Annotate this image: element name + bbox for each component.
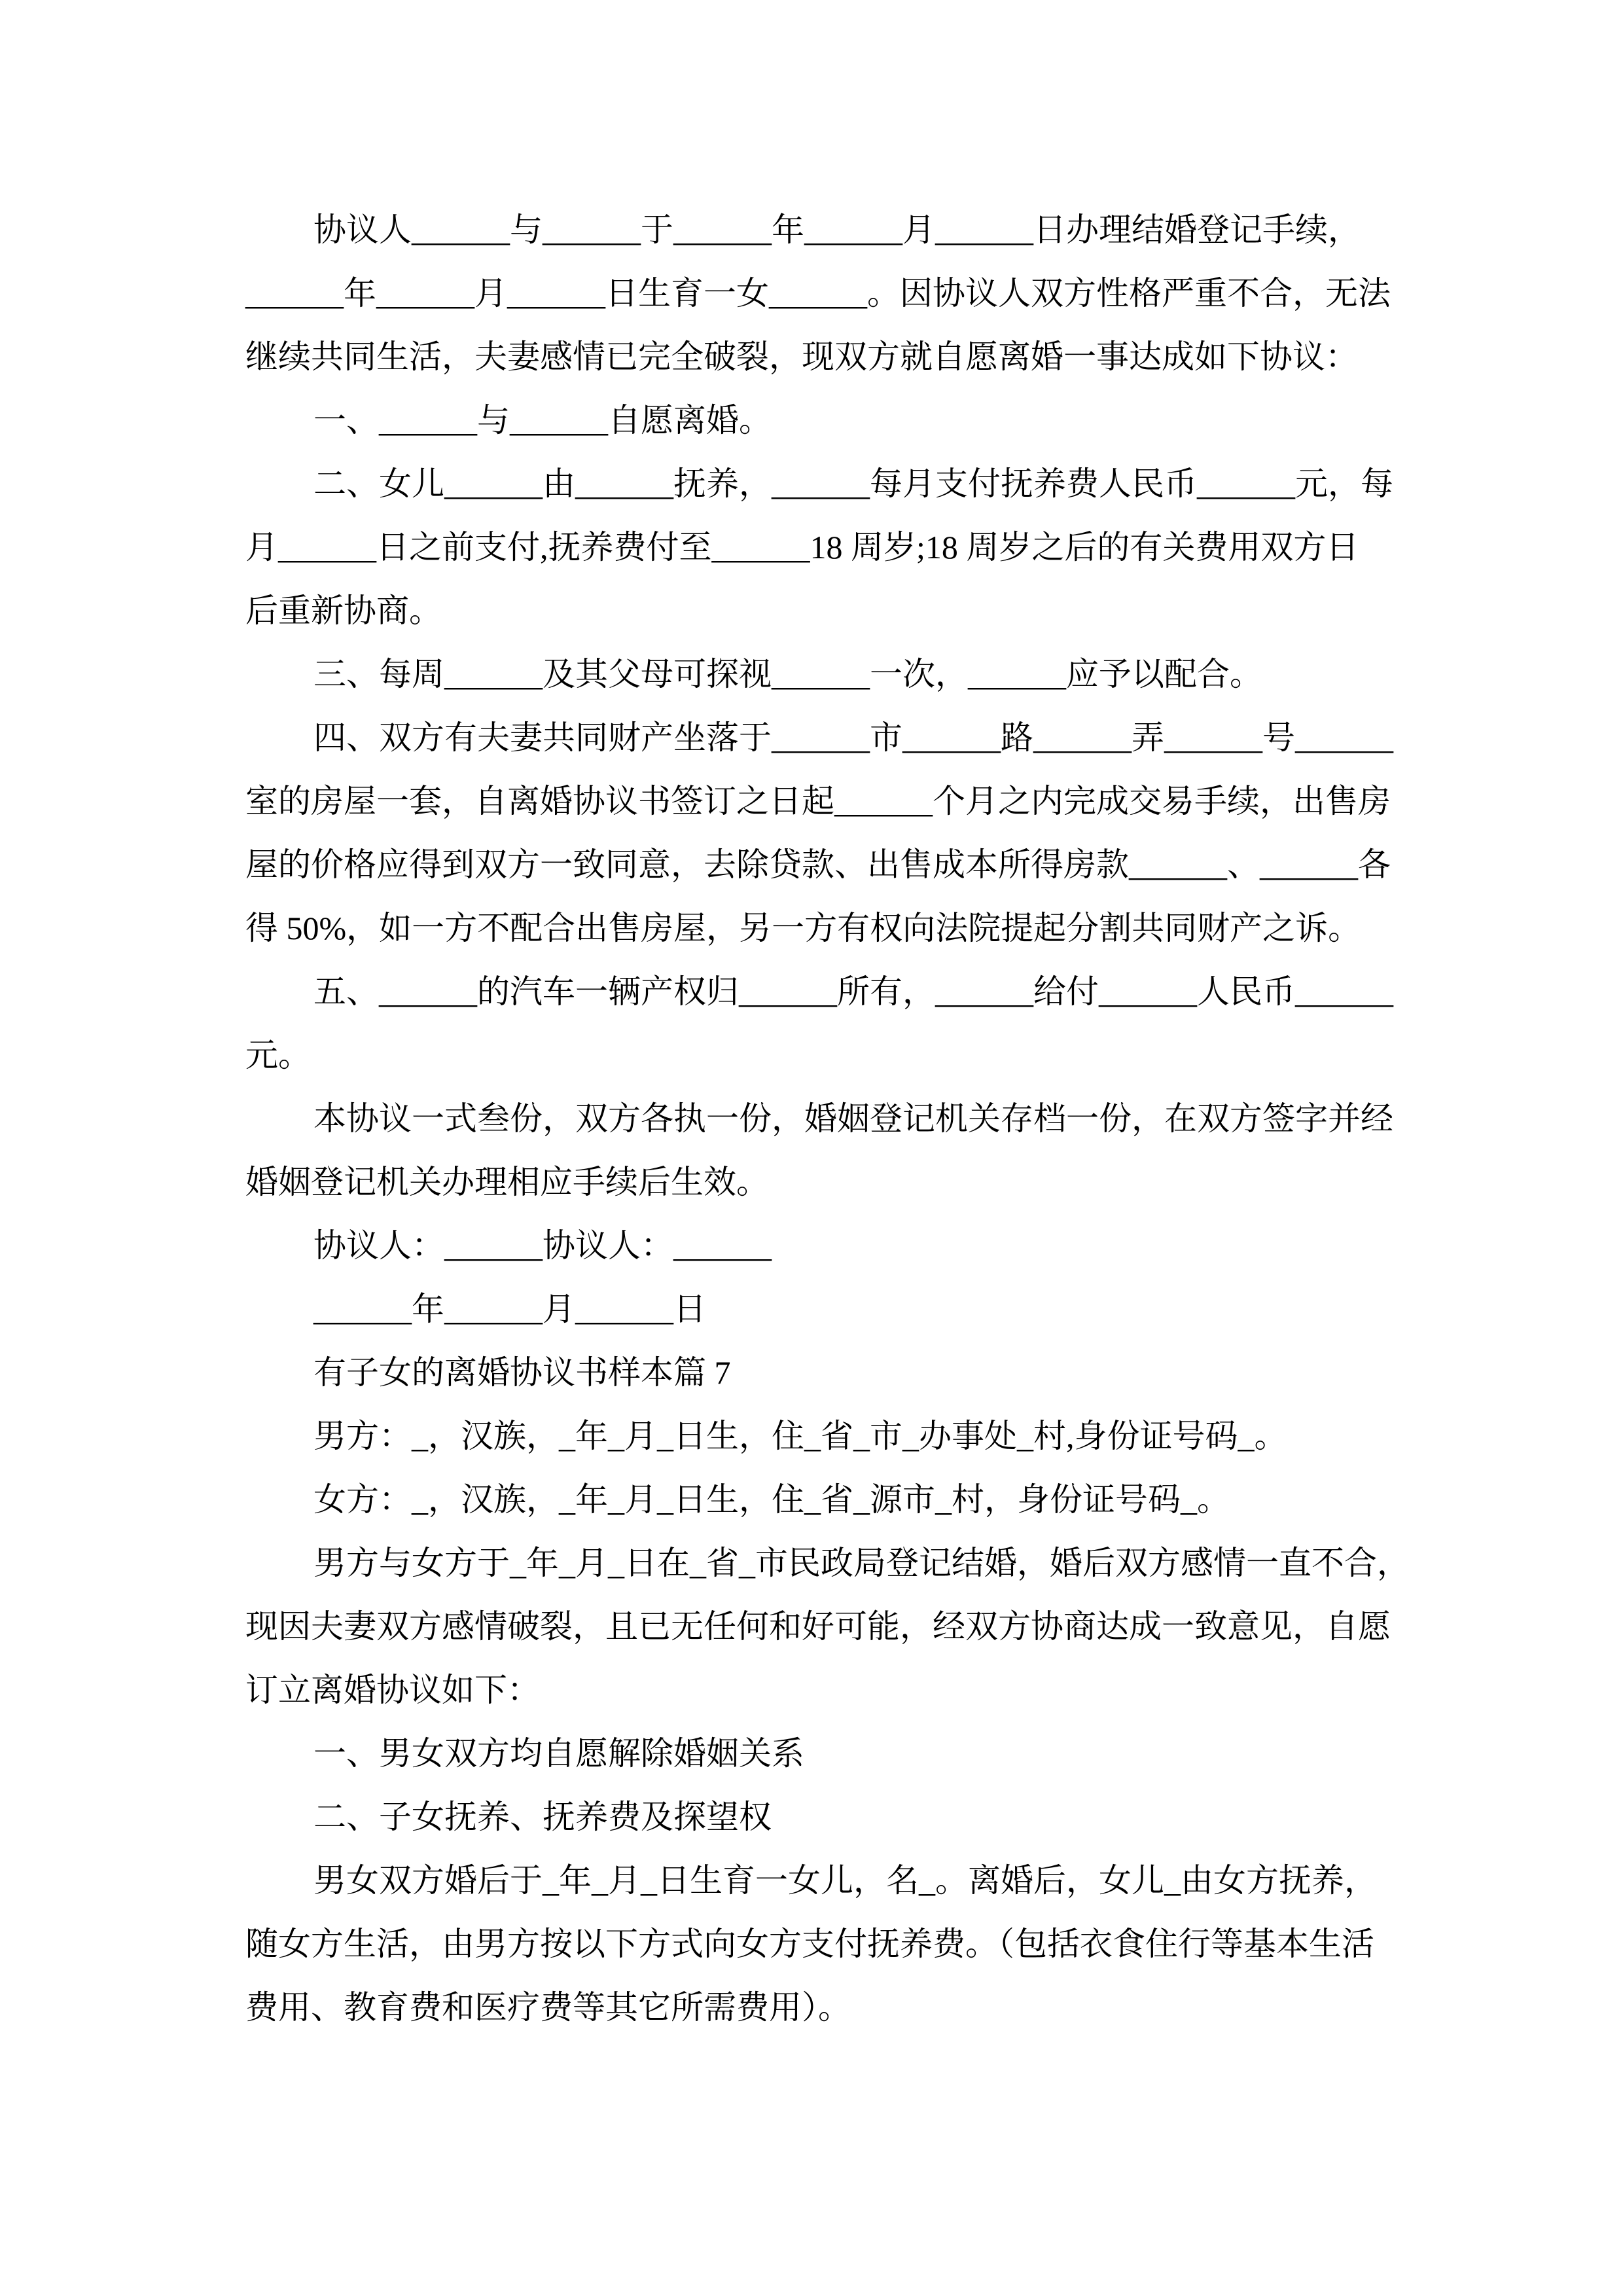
- document-line: 协议人______与______于______年______月______日办理结婚登记手续，: [313, 211, 1361, 248]
- document-line: 二、女儿______由______抚养，______每月支付抚养费人民币______元，每: [313, 465, 1393, 502]
- document-body: [0, 198, 1623, 2039]
- document-line: ______年______月______日: [313, 1291, 706, 1327]
- document-line: 协议人：______协议人：______: [313, 1227, 772, 1264]
- document-line: 三、每周______及其父母可探视______一次，______应予以配合。: [313, 656, 1262, 692]
- document-line: 后重新协商。: [245, 592, 442, 629]
- document-line: 一、______与______自愿离婚。: [313, 402, 772, 439]
- document-line: 女方：_，汉族，_年_月_日生，住_省_源市_村，身份证号码_。: [313, 1481, 1230, 1518]
- document-line: 订立离婚协议如下：: [245, 1672, 540, 1708]
- document-line: 男方：_，汉族，_年_月_日生，住_省_市_办事处_村,身份证号码_。: [313, 1418, 1287, 1454]
- document-line: 现因夫妻双方感情破裂，且已无任何和好可能，经双方协商达成一致意见，自愿: [245, 1608, 1391, 1645]
- document-line: 男方与女方于_年_月_日在_省_市民政局登记结婚，婚后双方感情一直不合，: [313, 1545, 1410, 1581]
- document-line: 继续共同生活，夫妻感情已完全破裂，现双方就自愿离婚一事达成如下协议：: [245, 338, 1358, 375]
- document-line: 室的房屋一套，自离婚协议书签订之日起______个月之内完成交易手续，出售房: [245, 783, 1391, 819]
- document-line: 有子女的离婚协议书样本篇 7: [313, 1354, 731, 1391]
- document-line: 五、______的汽车一辆产权归______所有，______给付______人民币______: [313, 973, 1393, 1010]
- document-line: 本协议一式叁份，双方各执一份，婚姻登记机关存档一份，在双方签字并经: [313, 1100, 1393, 1137]
- document-line: 四、双方有夫妻共同财产坐落于______市______路______弄______号______: [313, 719, 1393, 756]
- document-line: 元。: [245, 1037, 311, 1073]
- document-line: 男女双方婚后于_年_月_日生育一女儿，名_。离婚后，女儿_由女方抚养，: [313, 1862, 1377, 1899]
- document-line: 得 50%，如一方不配合出售房屋，另一方有权向法院提起分割共同财产之诉。: [245, 910, 1361, 946]
- document-line: ______年______月______日生育一女______。因协议人双方性格严重不合，无法: [245, 275, 1391, 312]
- document-line: 一、男女双方均自愿解除婚姻关系: [313, 1735, 804, 1772]
- document-line: 婚姻登记机关办理相应手续后生效。: [245, 1164, 769, 1200]
- document-line: 屋的价格应得到双方一致同意，去除贷款、出售成本所得房款______、______各: [245, 846, 1391, 883]
- document-line: 费用、教育费和医疗费等其它所需费用）。: [245, 1989, 851, 2026]
- document-line: 随女方生活，由男方按以下方式向女方支付抚养费。（包括衣食住行等基本生活: [245, 1926, 1374, 1962]
- document-line: 二、子女抚养、抚养费及探望权: [313, 1799, 772, 1835]
- document-line: 月______日之前支付,抚养费付至______18 周岁;18 周岁之后的有关费用双方日: [245, 529, 1359, 565]
